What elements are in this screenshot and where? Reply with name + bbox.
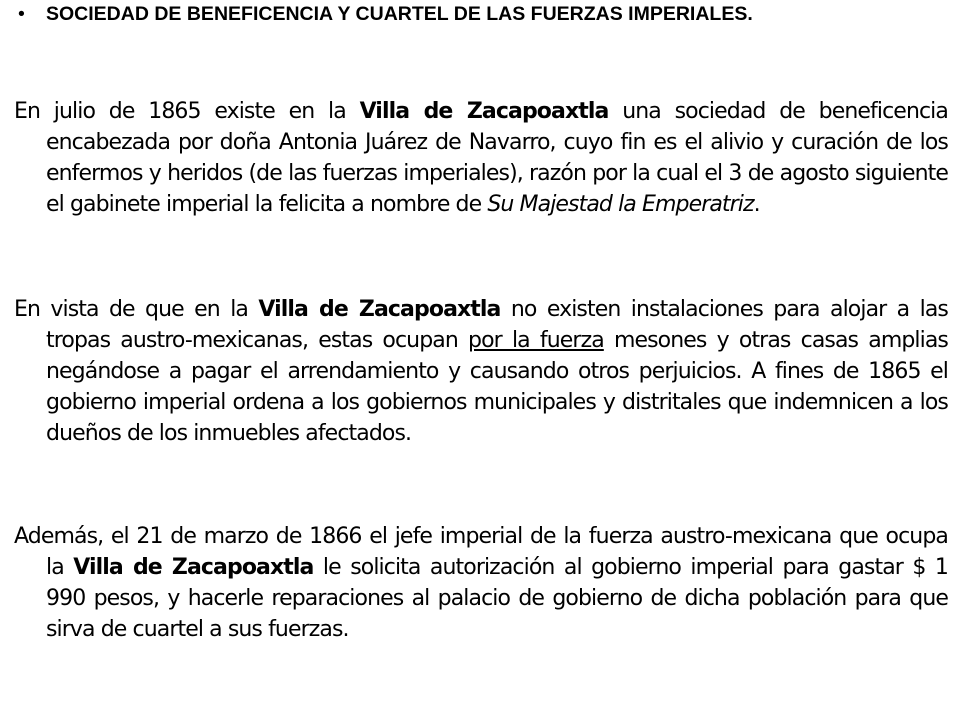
p2-place-name: Villa de Zacapoaxtla <box>258 297 501 322</box>
p2-text-1: En vista de que en la <box>14 297 259 322</box>
paragraph-beneficencia <box>14 96 948 220</box>
p3-place-name: Villa de Zacapoaxtla <box>73 555 314 580</box>
heading-text: SOCIEDAD DE BENEFICENCIA Y CUARTEL DE LAS FUERZAS IMPERIALES. <box>46 3 753 25</box>
bullet-icon: • <box>18 3 25 25</box>
paragraph-cuartel <box>14 521 948 645</box>
p1-empress-title: Su Majestad la Emperatriz <box>487 192 754 217</box>
p1-place-name: Villa de Zacapoaxtla <box>359 99 609 124</box>
slide-heading <box>18 2 948 26</box>
p2-text-2: no existen instalaciones para alojar a las tropas austro-mexicanas, estas ocupan <box>46 297 948 353</box>
p2-underlined-phrase: por la fuerza <box>468 328 604 353</box>
p1-text-1: En julio de 1865 existe en la <box>14 99 360 124</box>
p1-text-2: una sociedad de beneficencia encabezada por doña Antonia Juárez de Navarro, cuyo fin es el alivio y curación de los enfermos y heridos (de las fuerzas imperiales), razón por la cual el 3 de agosto siguiente el gabinete imperial la felicita a nombre de <box>46 99 948 217</box>
p3-text-2: le solicita autorización al gobierno imperial para gastar $ 1 990 pesos, y hacerle reparaciones al palacio de gobierno de dicha población para que sirva de cuartel a sus fuerzas. <box>46 555 948 642</box>
p2-text-3: mesones y otras casas amplias negándose a pagar el arrendamiento y causando otros perjuicios. A fines de 1865 el gobierno imperial ordena a los gobiernos municipales y distritales que indemnicen a los dueños de los inmuebles afectados. <box>46 328 948 446</box>
paragraph-tropas <box>14 294 948 449</box>
p3-text-1: Además, el 21 de marzo de 1866 el jefe imperial de la fuerza austro-mexicana que ocupa la <box>14 524 948 580</box>
p1-text-3: . <box>753 192 760 217</box>
